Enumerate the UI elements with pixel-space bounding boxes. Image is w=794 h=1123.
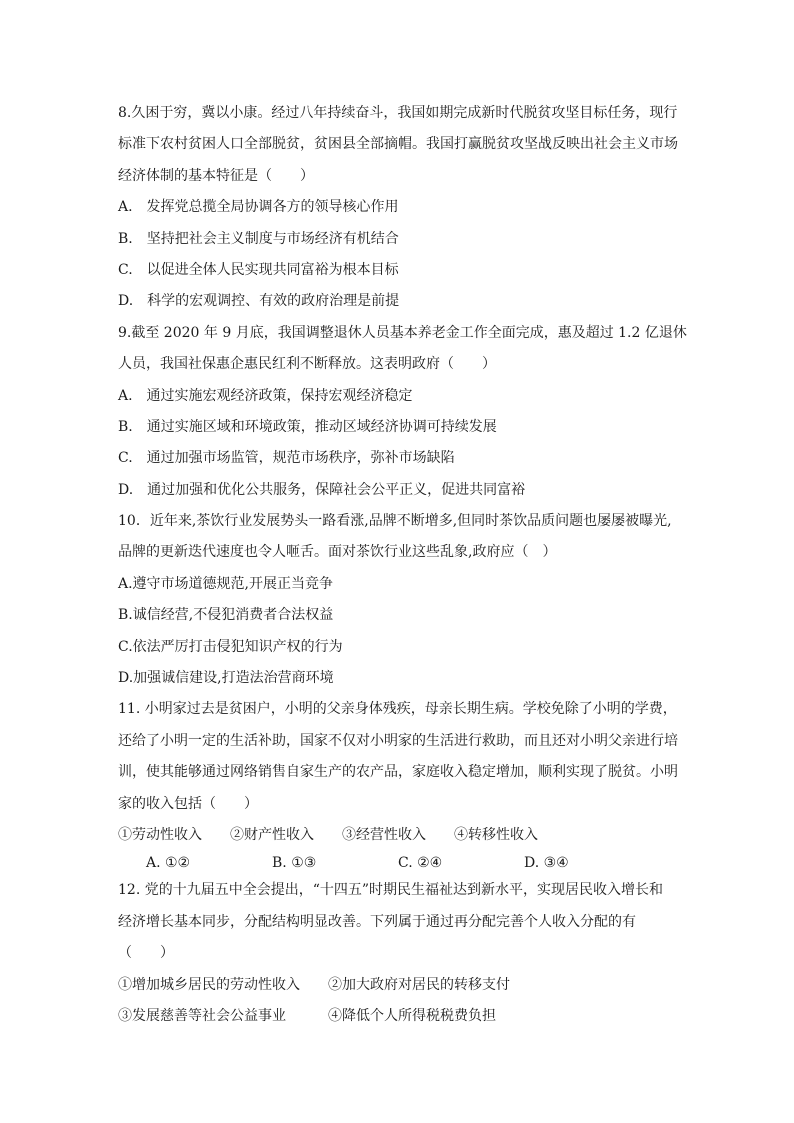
question-9-stem-line-1: 9.截至 2020 年 9 月底，我国调整退休人员基本养老金工作全面完成，惠及超过 1.2 亿退休 <box>118 324 687 341</box>
question-9 <box>118 318 687 506</box>
question-11-choice-a: A. ①② <box>146 855 191 872</box>
question-10-option-c: C.依法严厉打击侵犯知识产权的行为 <box>118 638 343 655</box>
question-11-stem-line-4: 家的收入包括（ ） <box>118 795 258 812</box>
question-11-choice-c: C. ②④ <box>398 855 443 872</box>
question-12 <box>118 875 678 1032</box>
question-8-option-a: A. 发挥党总揽全局协调各方的领导核心作用 <box>118 199 399 216</box>
question-8-stem-line-3: 经济体制的基本特征是（ ） <box>118 167 314 184</box>
question-11-choices <box>118 851 678 875</box>
question-10-option-a: A.遵守市场道德规范,开展正当竞争 <box>118 575 334 592</box>
question-8-stem-line-2: 标准下农村贫困人口全部脱贫，贫困县全部摘帽。我国打赢脱贫攻坚战反映出社会主义市场 <box>118 136 678 153</box>
question-10-stem-line-1: 10．近年来,茶饮行业发展势头一路看涨,品牌不断增多,但同时茶饮品质问题也屡屡被曝光, <box>118 513 672 530</box>
question-9-stem-line-2: 人员，我国社保惠企惠民红利不断释放。这表明政府（ ） <box>118 356 496 373</box>
question-12-items-1: ①增加城乡居民的劳动性收入 ②加大政府对居民的转移支付 <box>118 976 510 993</box>
question-9-option-d: D. 通过加强和优化公共服务，保障社会公平正义，促进共同富裕 <box>118 481 526 498</box>
question-11-choice-b: B. ①③ <box>272 855 317 872</box>
question-12-stem-line-3: （ ） <box>118 945 174 962</box>
question-11 <box>118 694 678 875</box>
question-12-stem-line-1: 12. 党的十九届五中全会提出，“十四五”时期民生福祉达到新水平，实现居民收入增长和 <box>118 882 664 899</box>
question-11-items: ①劳动性收入 ②财产性收入 ③经营性收入 ④转移性收入 <box>118 826 538 843</box>
question-9-option-a: A. 通过实施宏观经济政策，保持宏观经济稳定 <box>118 387 413 404</box>
question-10-stem-line-2: 品牌的更新迭代速度也令人咂舌。面对茶饮行业这些乱象,政府应（ ） <box>118 544 557 561</box>
question-10 <box>118 506 678 694</box>
question-9-option-b: B. 通过实施区域和环境政策，推动区域经济协调可持续发展 <box>118 418 497 435</box>
question-8-option-b: B. 坚持把社会主义制度与市场经济有机结合 <box>118 230 399 247</box>
question-8 <box>118 98 678 318</box>
question-8-stem-line-1: 8.久困于穷，冀以小康。经过八年持续奋斗，我国如期完成新时代脱贫攻坚目标任务，现行 <box>118 105 678 121</box>
question-11-stem-line-1: 11. 小明家过去是贫困户，小明的父亲身体残疾，母亲长期生病。学校免除了小明的学费， <box>118 701 677 718</box>
question-10-option-b: B.诚信经营,不侵犯消费者合法权益 <box>118 607 334 624</box>
question-11-stem-line-2: 还给了小明一定的生活补助，国家不仅对小明家的生活进行救助，而且还对小明父亲进行培 <box>118 732 678 749</box>
question-9-option-c: C. 通过加强市场监管，规范市场秩序，弥补市场缺陷 <box>118 450 455 467</box>
question-12-stem-line-2: 经济增长基本同步，分配结构明显改善。下列属于通过再分配完善个人收入分配的有 <box>118 913 636 930</box>
question-12-items-2: ③发展慈善等社会公益事业 ④降低个人所得税税费负担 <box>118 1007 496 1024</box>
question-8-option-d: D. 科学的宏观调控、有效的政府治理是前提 <box>118 293 400 310</box>
question-10-option-d: D.加强诚信建设,打造法治营商环境 <box>118 670 334 687</box>
question-8-option-c: C. 以促进全体人民实现共同富裕为根本目标 <box>118 261 399 278</box>
question-11-choice-d: D. ③④ <box>524 855 569 872</box>
question-11-stem-line-3: 训，使其能够通过网络销售自家生产的农产品，家庭收入稳定增加，顺利实现了脱贫。小明 <box>118 764 678 781</box>
question-list <box>118 98 687 1032</box>
